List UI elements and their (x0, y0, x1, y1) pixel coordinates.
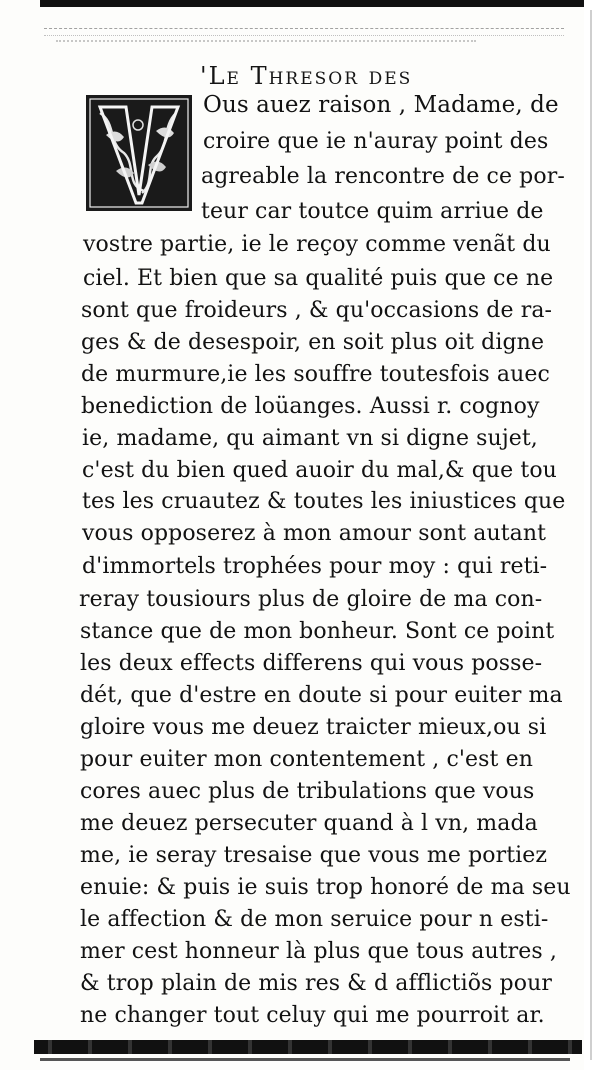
text-line: gloire vous me deuez traicter mieux,ou si (80, 715, 547, 740)
text-line: ne changer tout celuy qui me pourroit ar. (80, 1003, 545, 1028)
right-margin (584, 0, 608, 1070)
running-head: 'Le Thresor des (200, 62, 413, 90)
text-line: vous opposerez à mon amour sont autant (82, 521, 547, 546)
text-line: Ous auez raison , Madame, de (203, 92, 559, 118)
text-line: teur car toutce quim arriue de (201, 199, 544, 224)
text-line: c'est du bien qued auoir du mal,& que tou (82, 458, 557, 483)
right-edge-line (590, 10, 592, 1060)
text-line: enuie: & puis ie suis trop honoré de ma seu (80, 875, 571, 900)
text-line: le affection & de mon seruice pour n esti- (80, 907, 549, 932)
text-line: de murmure,ie les souffre toutesfois auec (81, 362, 550, 387)
text-line: me, ie seray tresaise que vous me portiez (80, 843, 548, 868)
ornament-initial-icon (86, 95, 192, 211)
scan-artifact-dots (56, 40, 476, 42)
text-line: ciel. Et bien que sa qualité puis que ce ne (83, 266, 554, 291)
scan-artifact (44, 28, 564, 36)
bottom-edge-line (40, 1058, 570, 1061)
top-edge-shadow-right (420, 0, 588, 3)
text-line: vostre partie, ie le reçoy comme venãt du (83, 232, 551, 257)
text-line: ges & de desespoir, en soit plus oit digne (81, 330, 545, 355)
text-line: croire que ie n'auray point des (203, 129, 549, 154)
text-line: dét, que d'estre en doute si pour euiter ma (80, 683, 563, 708)
text-line: reray tousiours plus de gloire de ma con- (79, 587, 543, 612)
text-line: mer cest honneur là plus que tous autres , (80, 939, 557, 964)
text-line: d'immortels trophées pour moy : qui reti- (82, 554, 548, 579)
text-line: sont que froideurs , & qu'occasions de ra- (81, 298, 553, 323)
text-line: agreable la rencontre de ce por- (201, 164, 565, 189)
text-line: tes les cruautez & toutes les iniustices que (82, 489, 566, 514)
text-line: cores auec plus de tribulations que vous (80, 779, 535, 804)
decorated-initial-v (86, 95, 192, 211)
text-line: stance que de mon bonheur. Sont ce point (80, 619, 555, 644)
text-line: & trop plain de mis res & d afflictiõs pour (80, 971, 552, 996)
text-line: me deuez persecuter quand à l vn, mada (80, 811, 538, 836)
text-line: benediction de loüanges. Aussi r. cognoy (81, 394, 540, 419)
text-line: pour euiter mon contentement , c'est en (80, 747, 533, 772)
text-line: les deux effects differens qui vous posse- (80, 651, 543, 676)
text-line: ie, madame, qu aimant vn si digne sujet, (82, 426, 538, 451)
bottom-edge-shadow (34, 1040, 582, 1054)
